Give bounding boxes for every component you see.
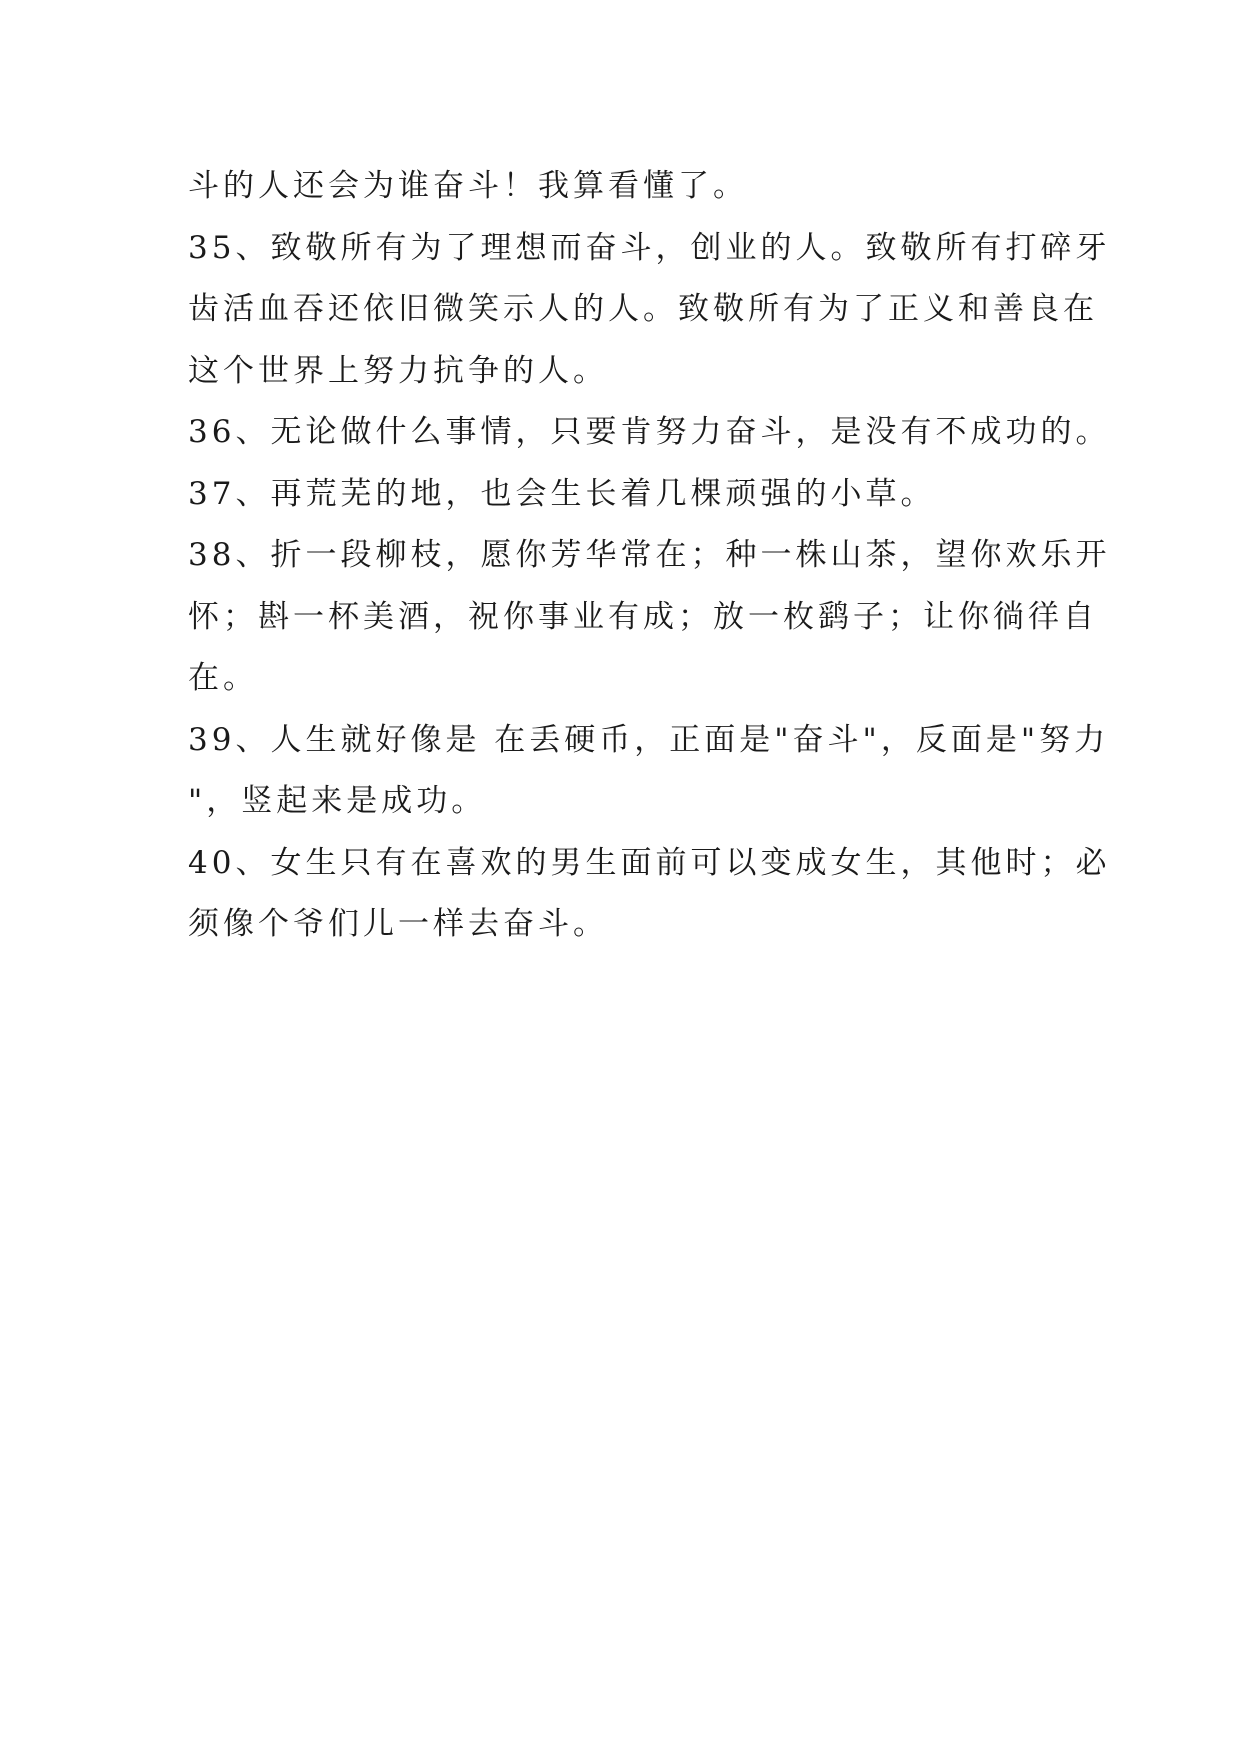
text-line: 40、女生只有在喜欢的男生面前可以变成女生，其他时；必 xyxy=(188,844,1111,881)
text-line: 36、无论做什么事情，只要肯努力奋斗，是没有不成功的。 xyxy=(188,414,1111,450)
document-body xyxy=(188,156,1111,956)
text-line: "，竖起来是成功。 xyxy=(188,783,487,819)
text-line: 在。 xyxy=(188,660,258,696)
text-line: 39、人生就好像是 在丢硬币，正面是"奋斗"，反面是"努力 xyxy=(188,721,1110,758)
text-line: 须像个爷们儿一样去奋斗。 xyxy=(188,906,608,942)
text-line: 37、再荒芜的地，也会生长着几棵顽强的小草。 xyxy=(188,475,936,512)
text-line: 这个世界上努力抗争的人。 xyxy=(188,352,608,389)
text-line: 38、折一段柳枝，愿你芳华常在；种一株山茶，望你欢乐开 xyxy=(188,537,1111,573)
text-line: 斗的人还会为谁奋斗！我算看懂了。 xyxy=(188,168,748,204)
text-line: 怀；斟一杯美酒，祝你事业有成；放一枚鹞子；让你徜徉自 xyxy=(188,598,1098,635)
text-line: 齿活血吞还依旧微笑示人的人。致敬所有为了正义和善良在 xyxy=(188,291,1098,327)
text-line: 35、致敬所有为了理想而奋斗，创业的人。致敬所有打碎牙 xyxy=(188,229,1111,266)
